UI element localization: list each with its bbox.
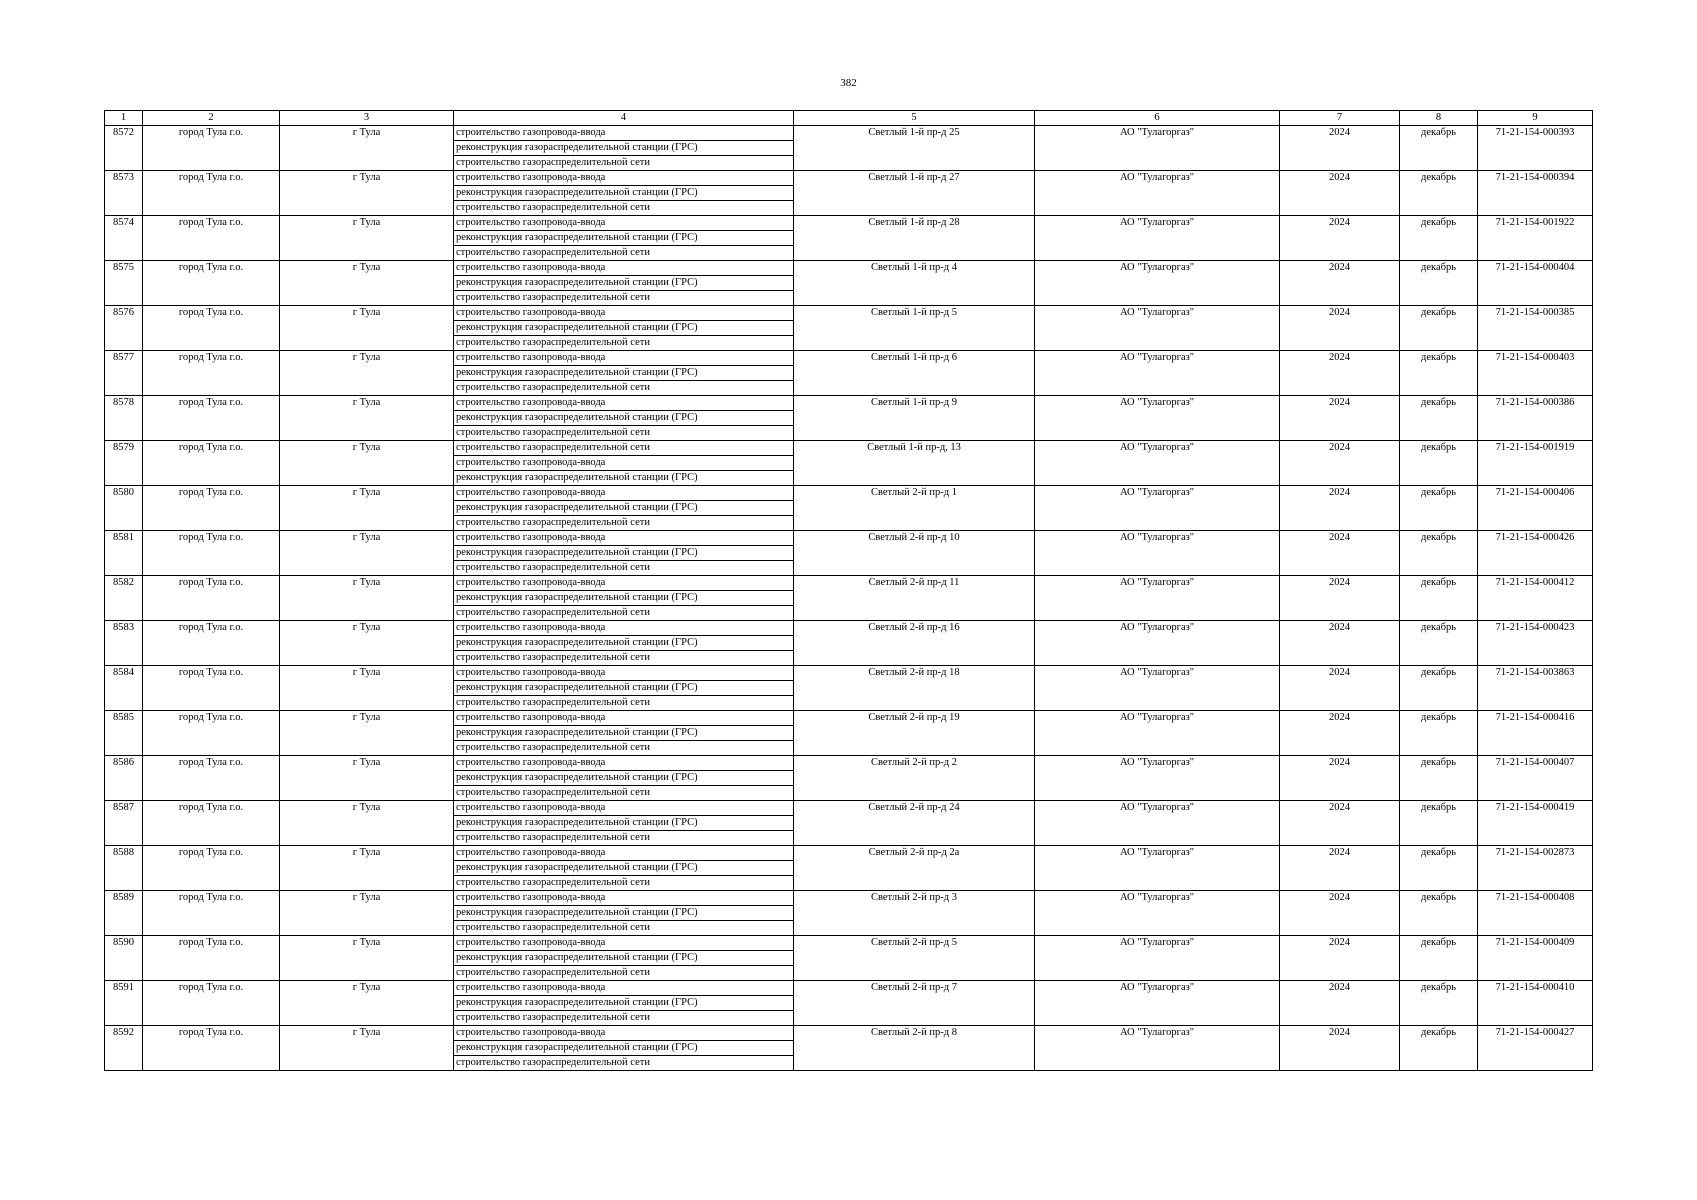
work-item: реконструкция газораспределительной станции (ГРС) — [454, 681, 793, 696]
year-cell: 2024 — [1280, 306, 1400, 351]
organization-cell: АО "Тулагоргаз" — [1035, 981, 1280, 1026]
code-cell: 71-21-154-000426 — [1478, 531, 1593, 576]
locality-cell: г Тула — [280, 981, 454, 1026]
column-header-6: 6 — [1035, 111, 1280, 126]
work-item: строительство газопровода-ввода — [454, 846, 793, 861]
work-item: строительство газопровода-ввода — [454, 756, 793, 771]
year-cell: 2024 — [1280, 216, 1400, 261]
work-item: строительство газопровода-ввода — [454, 936, 793, 951]
code-cell: 71-21-154-001919 — [1478, 441, 1593, 486]
year-cell: 2024 — [1280, 936, 1400, 981]
locality-cell: г Тула — [280, 576, 454, 621]
address-cell: Светлый 1-й пр-д, 13 — [794, 441, 1035, 486]
table-row — [105, 531, 1593, 576]
year-cell: 2024 — [1280, 396, 1400, 441]
code-cell: 71-21-154-000419 — [1478, 801, 1593, 846]
works-cell — [454, 306, 794, 351]
year-cell: 2024 — [1280, 441, 1400, 486]
locality-cell: г Тула — [280, 756, 454, 801]
works-cell — [454, 576, 794, 621]
address-cell: Светлый 1-й пр-д 27 — [794, 171, 1035, 216]
work-item: реконструкция газораспределительной станции (ГРС) — [454, 366, 793, 381]
column-header-9: 9 — [1478, 111, 1593, 126]
work-item: строительство газопровода-ввода — [454, 261, 793, 276]
works-cell — [454, 216, 794, 261]
row-number: 8589 — [105, 891, 143, 936]
district-cell: город Тула г.о. — [143, 351, 280, 396]
locality-cell: г Тула — [280, 486, 454, 531]
address-cell: Светлый 2-й пр-д 8 — [794, 1026, 1035, 1071]
row-number: 8592 — [105, 1026, 143, 1071]
year-cell: 2024 — [1280, 1026, 1400, 1071]
row-number: 8588 — [105, 846, 143, 891]
work-item: строительство газопровода-ввода — [454, 126, 793, 141]
table-row — [105, 576, 1593, 621]
row-number: 8575 — [105, 261, 143, 306]
works-cell — [454, 396, 794, 441]
row-number: 8578 — [105, 396, 143, 441]
works-cell — [454, 801, 794, 846]
work-item: строительство газопровода-ввода — [454, 531, 793, 546]
locality-cell: г Тула — [280, 171, 454, 216]
work-item: строительство газопровода-ввода — [454, 456, 793, 471]
organization-cell: АО "Тулагоргаз" — [1035, 576, 1280, 621]
locality-cell: г Тула — [280, 846, 454, 891]
column-header-5: 5 — [794, 111, 1035, 126]
work-item: реконструкция газораспределительной станции (ГРС) — [454, 861, 793, 876]
work-item: реконструкция газораспределительной станции (ГРС) — [454, 1041, 793, 1056]
work-item: строительство газопровода-ввода — [454, 1026, 793, 1041]
year-cell: 2024 — [1280, 801, 1400, 846]
column-header-1: 1 — [105, 111, 143, 126]
locality-cell: г Тула — [280, 396, 454, 441]
work-item: строительство газораспределительной сети — [456, 202, 650, 213]
year-cell: 2024 — [1280, 171, 1400, 216]
works-cell — [454, 261, 794, 306]
work-item: строительство газопровода-ввода — [454, 801, 793, 816]
work-item: реконструкция газораспределительной станции (ГРС) — [454, 951, 793, 966]
work-item: строительство газораспределительной сети — [456, 877, 650, 888]
organization-cell: АО "Тулагоргаз" — [1035, 711, 1280, 756]
work-item: строительство газораспределительной сети — [454, 441, 793, 456]
work-item: реконструкция газораспределительной станции (ГРС) — [454, 411, 793, 426]
address-cell: Светлый 2-й пр-д 2 — [794, 756, 1035, 801]
column-header-7: 7 — [1280, 111, 1400, 126]
address-cell: Светлый 1-й пр-д 25 — [794, 126, 1035, 171]
work-item: реконструкция газораспределительной станции (ГРС) — [454, 906, 793, 921]
month-cell: декабрь — [1400, 846, 1478, 891]
table-row — [105, 846, 1593, 891]
work-item: реконструкция газораспределительной станции (ГРС) — [454, 726, 793, 741]
table-row — [105, 1026, 1593, 1071]
work-item: строительство газораспределительной сети — [456, 292, 650, 303]
district-cell: город Тула г.о. — [143, 261, 280, 306]
table-row — [105, 396, 1593, 441]
organization-cell: АО "Тулагоргаз" — [1035, 1026, 1280, 1071]
month-cell: декабрь — [1400, 576, 1478, 621]
work-item: строительство газораспределительной сети — [456, 427, 650, 438]
row-number: 8583 — [105, 621, 143, 666]
code-cell: 71-21-154-000416 — [1478, 711, 1593, 756]
work-item: строительство газораспределительной сети — [456, 517, 650, 528]
organization-cell: АО "Тулагоргаз" — [1035, 846, 1280, 891]
address-cell: Светлый 2-й пр-д 3 — [794, 891, 1035, 936]
district-cell: город Тула г.о. — [143, 711, 280, 756]
row-number: 8586 — [105, 756, 143, 801]
work-item: строительство газопровода-ввода — [454, 351, 793, 366]
year-cell: 2024 — [1280, 351, 1400, 396]
month-cell: декабрь — [1400, 261, 1478, 306]
year-cell: 2024 — [1280, 711, 1400, 756]
organization-cell: АО "Тулагоргаз" — [1035, 261, 1280, 306]
code-cell: 71-21-154-000407 — [1478, 756, 1593, 801]
month-cell: декабрь — [1400, 936, 1478, 981]
organization-cell: АО "Тулагоргаз" — [1035, 486, 1280, 531]
code-cell: 71-21-154-000427 — [1478, 1026, 1593, 1071]
code-cell: 71-21-154-000385 — [1478, 306, 1593, 351]
table-row — [105, 171, 1593, 216]
works-cell — [454, 486, 794, 531]
district-cell: город Тула г.о. — [143, 621, 280, 666]
works-cell — [454, 531, 794, 576]
code-cell: 71-21-154-001922 — [1478, 216, 1593, 261]
work-item: строительство газопровода-ввода — [454, 216, 793, 231]
work-item: строительство газопровода-ввода — [454, 981, 793, 996]
organization-cell: АО "Тулагоргаз" — [1035, 891, 1280, 936]
code-cell: 71-21-154-000386 — [1478, 396, 1593, 441]
address-cell: Светлый 1-й пр-д 4 — [794, 261, 1035, 306]
address-cell: Светлый 2-й пр-д 5 — [794, 936, 1035, 981]
code-cell: 71-21-154-000404 — [1478, 261, 1593, 306]
work-item: строительство газопровода-ввода — [454, 666, 793, 681]
table-row — [105, 261, 1593, 306]
district-cell: город Тула г.о. — [143, 216, 280, 261]
code-cell: 71-21-154-000412 — [1478, 576, 1593, 621]
work-item: строительство газораспределительной сети — [456, 382, 650, 393]
locality-cell: г Тула — [280, 666, 454, 711]
address-cell: Светлый 2-й пр-д 2а — [794, 846, 1035, 891]
locality-cell: г Тула — [280, 216, 454, 261]
organization-cell: АО "Тулагоргаз" — [1035, 171, 1280, 216]
work-item: строительство газораспределительной сети — [456, 742, 650, 753]
row-number: 8584 — [105, 666, 143, 711]
work-item: реконструкция газораспределительной станции (ГРС) — [454, 636, 793, 651]
work-item: реконструкция газораспределительной станции (ГРС) — [454, 231, 793, 246]
column-header-4: 4 — [454, 111, 794, 126]
month-cell: декабрь — [1400, 621, 1478, 666]
year-cell: 2024 — [1280, 666, 1400, 711]
organization-cell: АО "Тулагоргаз" — [1035, 396, 1280, 441]
works-cell — [454, 846, 794, 891]
locality-cell: г Тула — [280, 351, 454, 396]
organization-cell: АО "Тулагоргаз" — [1035, 306, 1280, 351]
address-cell: Светлый 1-й пр-д 28 — [794, 216, 1035, 261]
district-cell: город Тула г.о. — [143, 576, 280, 621]
month-cell: декабрь — [1400, 711, 1478, 756]
district-cell: город Тула г.о. — [143, 171, 280, 216]
month-cell: декабрь — [1400, 216, 1478, 261]
work-item: строительство газопровода-ввода — [454, 171, 793, 186]
works-cell — [454, 351, 794, 396]
code-cell: 71-21-154-000409 — [1478, 936, 1593, 981]
locality-cell: г Тула — [280, 621, 454, 666]
month-cell: декабрь — [1400, 351, 1478, 396]
month-cell: декабрь — [1400, 756, 1478, 801]
month-cell: декабрь — [1400, 306, 1478, 351]
district-cell: город Тула г.о. — [143, 666, 280, 711]
row-number: 8573 — [105, 171, 143, 216]
district-cell: город Тула г.о. — [143, 891, 280, 936]
row-number: 8577 — [105, 351, 143, 396]
work-item: строительство газораспределительной сети — [456, 922, 650, 933]
table-row — [105, 216, 1593, 261]
table-row — [105, 486, 1593, 531]
organization-cell: АО "Тулагоргаз" — [1035, 126, 1280, 171]
row-number: 8581 — [105, 531, 143, 576]
organization-cell: АО "Тулагоргаз" — [1035, 621, 1280, 666]
works-cell — [454, 126, 794, 171]
table-body — [105, 126, 1593, 1071]
registry-table — [104, 110, 1593, 1071]
work-item: реконструкция газораспределительной станции (ГРС) — [456, 472, 698, 483]
row-number: 8580 — [105, 486, 143, 531]
district-cell: город Тула г.о. — [143, 801, 280, 846]
column-header-3: 3 — [280, 111, 454, 126]
works-cell — [454, 981, 794, 1026]
code-cell: 71-21-154-003863 — [1478, 666, 1593, 711]
header-row — [105, 111, 1593, 126]
address-cell: Светлый 2-й пр-д 18 — [794, 666, 1035, 711]
table-row — [105, 666, 1593, 711]
row-number: 8574 — [105, 216, 143, 261]
address-cell: Светлый 2-й пр-д 10 — [794, 531, 1035, 576]
organization-cell: АО "Тулагоргаз" — [1035, 936, 1280, 981]
work-item: реконструкция газораспределительной станции (ГРС) — [454, 141, 793, 156]
row-number: 8576 — [105, 306, 143, 351]
month-cell: декабрь — [1400, 396, 1478, 441]
year-cell: 2024 — [1280, 621, 1400, 666]
organization-cell: АО "Тулагоргаз" — [1035, 531, 1280, 576]
work-item: строительство газораспределительной сети — [456, 832, 650, 843]
code-cell: 71-21-154-000423 — [1478, 621, 1593, 666]
work-item: строительство газопровода-ввода — [454, 576, 793, 591]
works-cell — [454, 756, 794, 801]
work-item: строительство газораспределительной сети — [456, 157, 650, 168]
code-cell: 71-21-154-000406 — [1478, 486, 1593, 531]
year-cell: 2024 — [1280, 576, 1400, 621]
district-cell: город Тула г.о. — [143, 846, 280, 891]
work-item: реконструкция газораспределительной станции (ГРС) — [454, 276, 793, 291]
work-item: строительство газопровода-ввода — [454, 711, 793, 726]
district-cell: город Тула г.о. — [143, 936, 280, 981]
work-item: строительство газораспределительной сети — [456, 1012, 650, 1023]
works-cell — [454, 666, 794, 711]
organization-cell: АО "Тулагоргаз" — [1035, 216, 1280, 261]
table-row — [105, 891, 1593, 936]
table-row — [105, 756, 1593, 801]
organization-cell: АО "Тулагоргаз" — [1035, 801, 1280, 846]
works-cell — [454, 891, 794, 936]
locality-cell: г Тула — [280, 711, 454, 756]
organization-cell: АО "Тулагоргаз" — [1035, 666, 1280, 711]
table-row — [105, 801, 1593, 846]
district-cell: город Тула г.о. — [143, 981, 280, 1026]
district-cell: город Тула г.о. — [143, 441, 280, 486]
table-row — [105, 351, 1593, 396]
locality-cell: г Тула — [280, 936, 454, 981]
year-cell: 2024 — [1280, 261, 1400, 306]
row-number: 8591 — [105, 981, 143, 1026]
year-cell: 2024 — [1280, 486, 1400, 531]
code-cell: 71-21-154-000403 — [1478, 351, 1593, 396]
month-cell: декабрь — [1400, 891, 1478, 936]
table-row — [105, 936, 1593, 981]
work-item: строительство газораспределительной сети — [456, 607, 650, 618]
month-cell: декабрь — [1400, 486, 1478, 531]
works-cell — [454, 621, 794, 666]
code-cell: 71-21-154-000410 — [1478, 981, 1593, 1026]
locality-cell: г Тула — [280, 441, 454, 486]
works-cell — [454, 711, 794, 756]
work-item: строительство газораспределительной сети — [456, 247, 650, 258]
address-cell: Светлый 1-й пр-д 6 — [794, 351, 1035, 396]
district-cell: город Тула г.о. — [143, 306, 280, 351]
month-cell: декабрь — [1400, 126, 1478, 171]
table-row — [105, 621, 1593, 666]
work-item: реконструкция газораспределительной станции (ГРС) — [454, 186, 793, 201]
column-header-2: 2 — [143, 111, 280, 126]
locality-cell: г Тула — [280, 1026, 454, 1071]
district-cell: город Тула г.о. — [143, 1026, 280, 1071]
work-item: строительство газораспределительной сети — [456, 967, 650, 978]
district-cell: город Тула г.о. — [143, 756, 280, 801]
work-item: реконструкция газораспределительной станции (ГРС) — [454, 591, 793, 606]
month-cell: декабрь — [1400, 981, 1478, 1026]
address-cell: Светлый 2-й пр-д 1 — [794, 486, 1035, 531]
work-item: реконструкция газораспределительной станции (ГРС) — [454, 996, 793, 1011]
district-cell: город Тула г.о. — [143, 396, 280, 441]
organization-cell: АО "Тулагоргаз" — [1035, 351, 1280, 396]
work-item: строительство газопровода-ввода — [454, 621, 793, 636]
work-item: строительство газопровода-ввода — [454, 486, 793, 501]
work-item: строительство газопровода-ввода — [454, 891, 793, 906]
work-item: строительство газопровода-ввода — [454, 396, 793, 411]
address-cell: Светлый 1-й пр-д 5 — [794, 306, 1035, 351]
work-item: реконструкция газораспределительной станции (ГРС) — [454, 771, 793, 786]
work-item: реконструкция газораспределительной станции (ГРС) — [454, 816, 793, 831]
work-item: реконструкция газораспределительной станции (ГРС) — [454, 501, 793, 516]
address-cell: Светлый 2-й пр-д 19 — [794, 711, 1035, 756]
work-item: строительство газопровода-ввода — [454, 306, 793, 321]
table-row — [105, 981, 1593, 1026]
organization-cell: АО "Тулагоргаз" — [1035, 756, 1280, 801]
district-cell: город Тула г.о. — [143, 126, 280, 171]
table-row — [105, 711, 1593, 756]
works-cell — [454, 441, 794, 486]
year-cell: 2024 — [1280, 531, 1400, 576]
work-item: строительство газораспределительной сети — [456, 652, 650, 663]
work-item: строительство газораспределительной сети — [456, 787, 650, 798]
work-item: реконструкция газораспределительной станции (ГРС) — [454, 321, 793, 336]
locality-cell: г Тула — [280, 306, 454, 351]
organization-cell: АО "Тулагоргаз" — [1035, 441, 1280, 486]
address-cell: Светлый 2-й пр-д 11 — [794, 576, 1035, 621]
month-cell: декабрь — [1400, 171, 1478, 216]
month-cell: декабрь — [1400, 441, 1478, 486]
month-cell: декабрь — [1400, 531, 1478, 576]
locality-cell: г Тула — [280, 531, 454, 576]
year-cell: 2024 — [1280, 981, 1400, 1026]
works-cell — [454, 1026, 794, 1071]
year-cell: 2024 — [1280, 891, 1400, 936]
row-number: 8582 — [105, 576, 143, 621]
address-cell: Светлый 2-й пр-д 24 — [794, 801, 1035, 846]
code-cell: 71-21-154-000408 — [1478, 891, 1593, 936]
locality-cell: г Тула — [280, 891, 454, 936]
work-item: строительство газораспределительной сети — [456, 562, 650, 573]
year-cell: 2024 — [1280, 126, 1400, 171]
column-header-8: 8 — [1400, 111, 1478, 126]
address-cell: Светлый 1-й пр-д 9 — [794, 396, 1035, 441]
row-number: 8579 — [105, 441, 143, 486]
locality-cell: г Тула — [280, 126, 454, 171]
year-cell: 2024 — [1280, 756, 1400, 801]
month-cell: декабрь — [1400, 801, 1478, 846]
work-item: строительство газораспределительной сети — [456, 337, 650, 348]
address-cell: Светлый 2-й пр-д 7 — [794, 981, 1035, 1026]
locality-cell: г Тула — [280, 801, 454, 846]
month-cell: декабрь — [1400, 666, 1478, 711]
locality-cell: г Тула — [280, 261, 454, 306]
work-item: строительство газораспределительной сети — [456, 1057, 650, 1068]
work-item: строительство газораспределительной сети — [456, 697, 650, 708]
code-cell: 71-21-154-002873 — [1478, 846, 1593, 891]
works-cell — [454, 936, 794, 981]
row-number: 8587 — [105, 801, 143, 846]
table-row — [105, 126, 1593, 171]
code-cell: 71-21-154-000394 — [1478, 171, 1593, 216]
works-cell — [454, 171, 794, 216]
code-cell: 71-21-154-000393 — [1478, 126, 1593, 171]
table-row — [105, 306, 1593, 351]
address-cell: Светлый 2-й пр-д 16 — [794, 621, 1035, 666]
work-item: реконструкция газораспределительной станции (ГРС) — [454, 546, 793, 561]
year-cell: 2024 — [1280, 846, 1400, 891]
district-cell: город Тула г.о. — [143, 486, 280, 531]
row-number: 8572 — [105, 126, 143, 171]
table-row — [105, 441, 1593, 486]
row-number: 8585 — [105, 711, 143, 756]
month-cell: декабрь — [1400, 1026, 1478, 1071]
row-number: 8590 — [105, 936, 143, 981]
district-cell: город Тула г.о. — [143, 531, 280, 576]
page-number: 382 — [840, 77, 857, 89]
